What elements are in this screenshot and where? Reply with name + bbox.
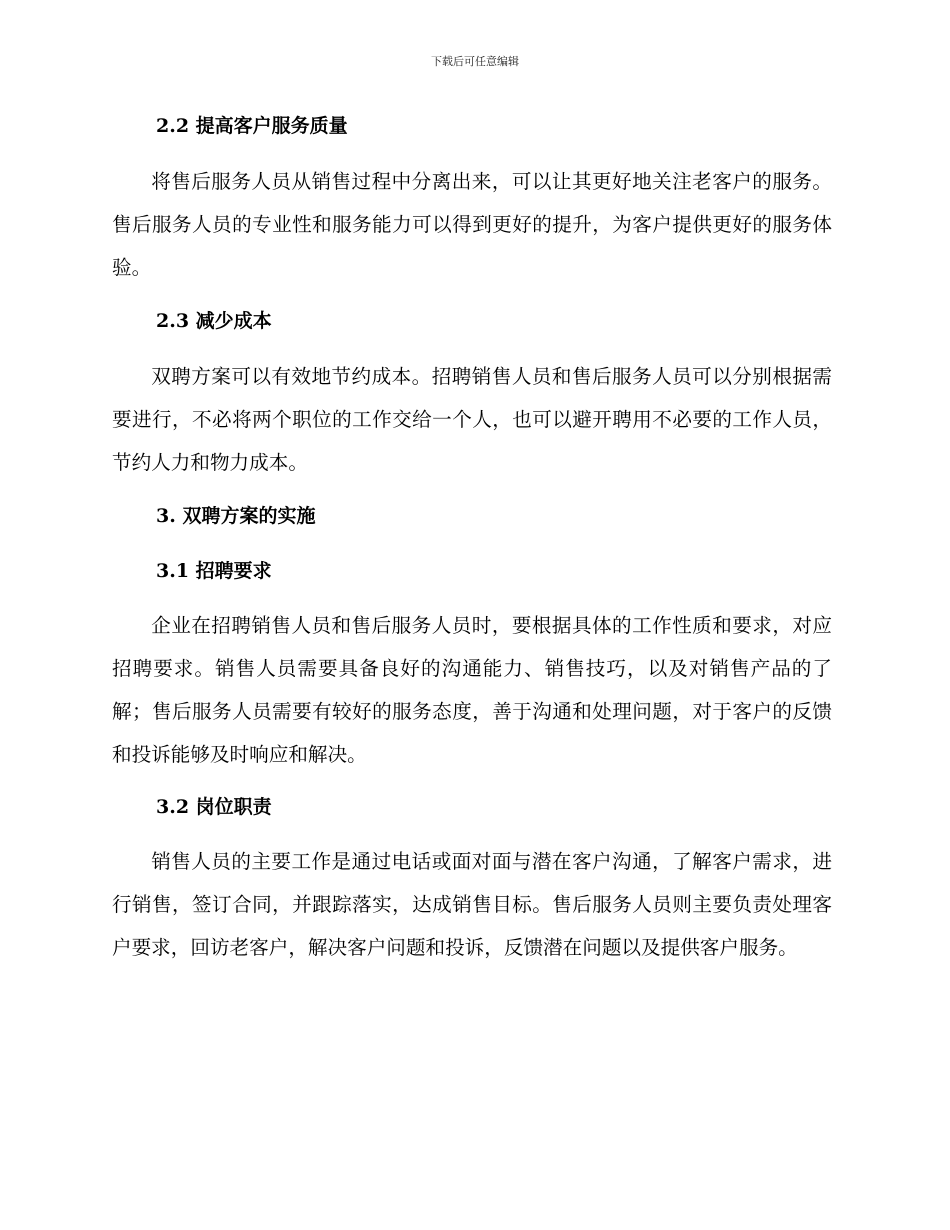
section-paragraph-2-3: 双聘方案可以有效地节约成本。招聘销售人员和售后服务人员可以分别根据需要进行，不必将两个职位的工作交给一个人，也可以避开聘用不必要的工作人员，节约人力和物力成本。 [112, 365, 832, 474]
section-heading-2-2: 2.2 提高客户服务质量 [156, 115, 348, 137]
section-heading-3: 3. 双聘方案的实施 [156, 505, 316, 527]
section-paragraph-3-1: 企业在招聘销售人员和售后服务人员时，要根据具体的工作性质和要求，对应招聘要求。销售人员需要具备良好的沟通能力、销售技巧，以及对销售产品的了解；售后服务人员需要有较好的服务态度，善于沟通和处理问题，对于客户的反馈和投诉能够及时响应和解决。 [112, 614, 832, 766]
section-paragraph-3-2: 销售人员的主要工作是通过电话或面对面与潜在客户沟通，了解客户需求，进行销售，签订合同，并跟踪落实，达成销售目标。售后服务人员则主要负责处理客户要求，回访老客户，解决客户问题和投诉，反馈潜在问题以及提供客户服务。 [112, 850, 832, 959]
section-heading-3-2: 3.2 岗位职责 [156, 796, 272, 818]
section-heading-2-3: 2.3 减少成本 [156, 310, 272, 332]
page-header: 下载后可任意编辑 [431, 55, 519, 68]
section-paragraph-2-2: 将售后服务人员从销售过程中分离出来，可以让其更好地关注老客户的服务。售后服务人员的专业性和服务能力可以得到更好的提升，为客户提供更好的服务体验。 [112, 170, 832, 279]
section-heading-3-1: 3.1 招聘要求 [156, 560, 272, 582]
